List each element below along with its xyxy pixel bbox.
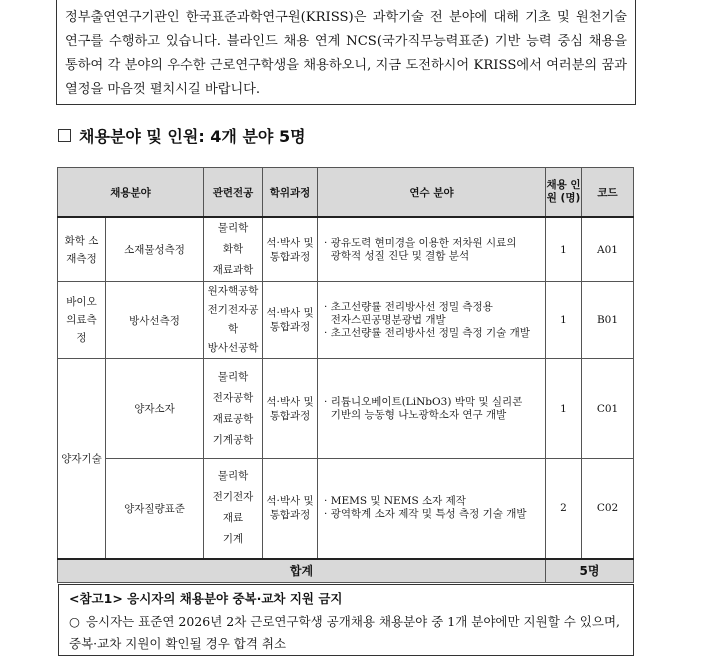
intro-text: 정부출연연구기관인 한국표준과학연구원(KRISS)은 과학기술 전 분야에 대해 기초 및 원천기술 연구를 수행하고 있습니다. 블라인드 채용 연계 NCS(국가직무능력표준) 기반 능력 중심 채용을 통하여 각 분야의 우수한 근로연구학생을 채용하오니, 지금 도전하시어 KRISS에서 여러분의 꿈과 열정을 마음껏 펼치시길 바랍니다.	[65, 10, 627, 97]
header-research: 연수 분야	[318, 168, 546, 218]
major-item: 원자핵공학	[207, 285, 259, 297]
research-line: · MEMS 및 NEMS 소자 제작	[324, 495, 466, 508]
major-cell	[204, 217, 263, 282]
count-cell: 2	[546, 459, 582, 559]
major-item: 전자공학	[212, 391, 254, 404]
header-major: 관련전공	[204, 168, 263, 218]
research-line: 기반의 능동형 나노광학소자 연구 개발	[324, 408, 507, 421]
major-item: 물리학	[217, 222, 249, 234]
major-item: 재료공학	[212, 412, 254, 425]
note-body	[69, 611, 623, 655]
group-cell: 양자기술	[58, 359, 106, 559]
major-item: 재료과학	[212, 264, 254, 276]
code-cell: A01	[582, 217, 634, 282]
table-row	[58, 459, 634, 559]
note-box	[58, 584, 634, 656]
research-line: · 광역학계 소자 제작 및 특성 측정 기술 개발	[324, 508, 527, 521]
degree-cell: 석·박사 및 통합과정	[263, 217, 318, 282]
checkbox-square-icon	[58, 129, 71, 142]
degree-cell: 석·박사 및 통합과정	[263, 359, 318, 459]
code-cell: C01	[582, 359, 634, 459]
major-item: 전기전자	[212, 491, 254, 504]
major-cell	[204, 282, 263, 359]
count-cell: 1	[546, 359, 582, 459]
group-cell: 바이오 의료측정	[58, 282, 106, 359]
research-line: 전자스핀공명분광법 개발	[324, 313, 446, 326]
header-code: 코드	[582, 168, 634, 218]
research-line: · 초고선량률 전리방사선 정밀 측정용	[324, 300, 493, 313]
table-header-row	[58, 168, 634, 218]
research-line: 광학적 성질 진단 및 결함 분석	[324, 249, 470, 262]
recruitment-table	[57, 167, 634, 583]
header-degree: 학위과정	[263, 168, 318, 218]
research-line: · 초고선량률 전리방사선 정밀 측정 기술 개발	[324, 326, 530, 339]
subfield-cell: 양자소자	[106, 359, 204, 459]
circle-bullet-icon: ○	[69, 614, 80, 629]
degree-cell: 석·박사 및 통합과정	[263, 459, 318, 559]
subfield-cell: 양자질량표준	[106, 459, 204, 559]
header-field: 채용분야	[58, 168, 204, 218]
group-cell: 화학 소재측정	[58, 217, 106, 282]
header-count: 채용 인원 (명)	[546, 168, 582, 218]
intro-box	[56, 0, 636, 105]
major-item: 물리학	[217, 370, 249, 383]
code-cell: C02	[582, 459, 634, 559]
major-item: 기계	[222, 533, 244, 546]
research-cell	[318, 217, 546, 282]
table-row	[58, 217, 634, 282]
total-value: 5명	[546, 559, 634, 583]
table-row	[58, 359, 634, 459]
major-item: 재료	[222, 512, 244, 525]
research-line: · 리튬니오베이트(LiNbO3) 박막 및 실리콘	[324, 395, 523, 408]
count-cell: 1	[546, 217, 582, 282]
major-cell	[204, 359, 263, 459]
note-text: 응시자는 표준연 2026년 2차 근로연구학생 공개채용 채용분야 중 1개 분야에만 지원할 수 있으며, 중복·교차 지원이 확인될 경우 합격 취소	[69, 614, 620, 651]
subfield-cell: 소재물성측정	[106, 217, 204, 282]
research-cell	[318, 359, 546, 459]
research-cell	[318, 282, 546, 359]
major-cell	[204, 459, 263, 559]
research-line: · 광유도력 현미경을 이용한 저차원 시료의	[324, 236, 517, 249]
major-item: 전기전자공학	[207, 304, 259, 335]
research-cell	[318, 459, 546, 559]
major-item: 물리학	[217, 470, 249, 483]
subfield-cell: 방사선측정	[106, 282, 204, 359]
code-cell: B01	[582, 282, 634, 359]
major-item: 기계공학	[212, 433, 254, 446]
major-item: 화학	[222, 243, 244, 255]
note-title: <참고1> 응시자의 채용분야 중복·교차 지원 금지	[69, 591, 343, 606]
major-item: 방사선공학	[207, 342, 259, 354]
degree-cell: 석·박사 및 통합과정	[263, 282, 318, 359]
count-cell: 1	[546, 282, 582, 359]
total-row	[58, 559, 634, 583]
section-title	[58, 124, 306, 147]
table-row	[58, 282, 634, 359]
total-label: 합계	[58, 559, 546, 583]
section-title-text: 채용분야 및 인원: 4개 분야 5명	[79, 127, 306, 146]
